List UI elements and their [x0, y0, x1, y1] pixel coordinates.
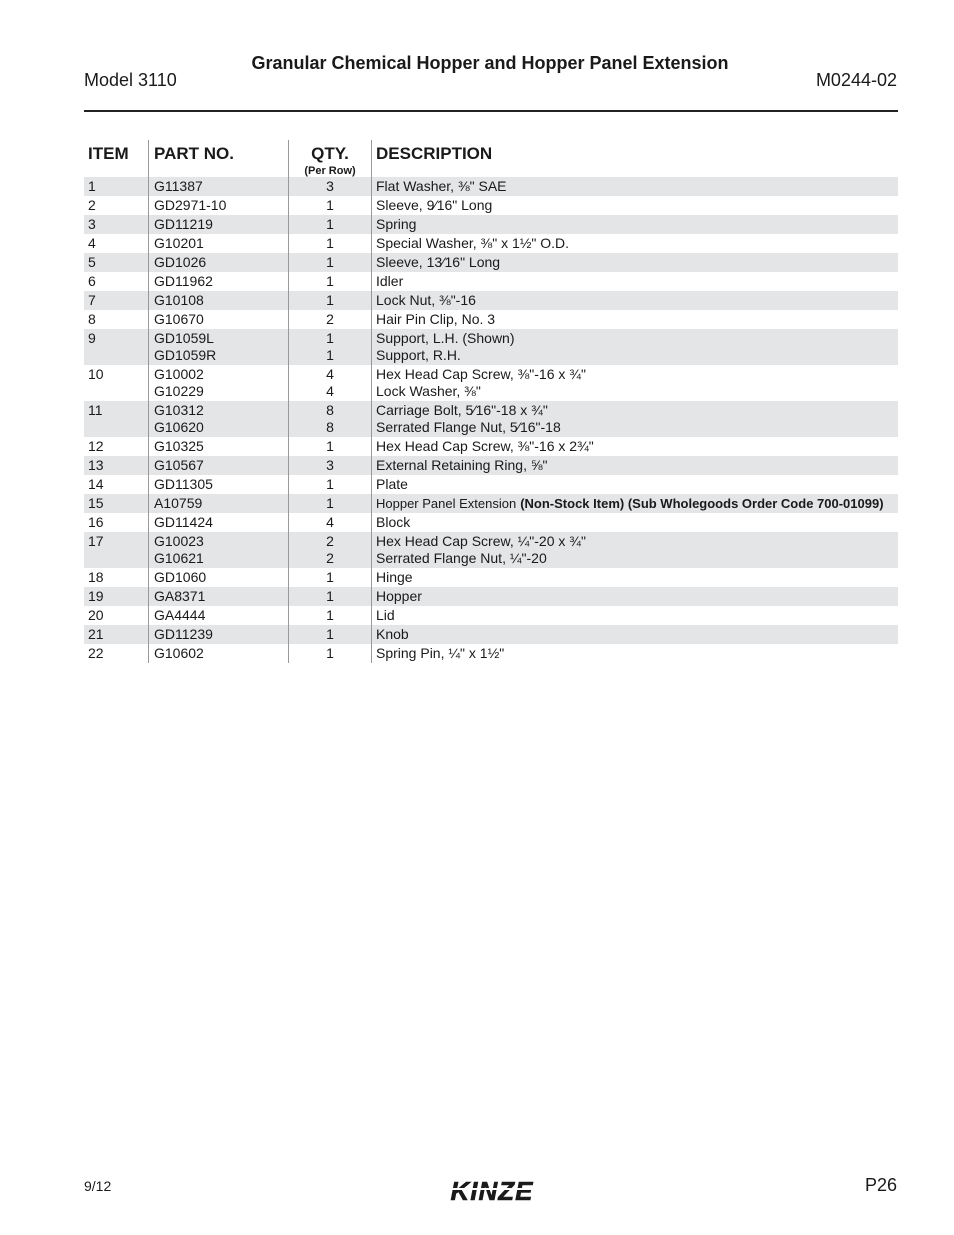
quantity: 1 [326, 588, 334, 604]
description: Idler [376, 273, 404, 289]
cell-item: 10 [88, 366, 104, 382]
part-number: G10670 [154, 311, 204, 327]
description: Block [376, 514, 411, 530]
description: Hair Pin Clip, No. 3 [376, 311, 496, 327]
cell-description [372, 215, 899, 234]
table-row [84, 494, 898, 513]
part-number: G10108 [154, 292, 204, 308]
description: Sleeve, 13⁄16" Long [376, 254, 501, 270]
cell-part-no [149, 272, 289, 291]
table-row [84, 215, 898, 234]
part-number: GD11424 [154, 514, 213, 530]
cell-item: 12 [88, 438, 104, 454]
cell-description [372, 644, 899, 663]
quantity: 3 [326, 178, 334, 194]
kinze-logo-text: KINZE [450, 1176, 534, 1204]
table-row [84, 513, 898, 532]
description: Hinge [376, 569, 413, 585]
part-number: GD2971-10 [154, 197, 227, 213]
description: Special Washer, ⅜" x 1½" O.D. [376, 235, 570, 251]
cell-qty [289, 532, 372, 568]
cell-description [372, 196, 899, 215]
cell-description [372, 177, 899, 196]
document-number: M0244-02 [815, 70, 897, 90]
table-row [84, 568, 898, 587]
quantity: 8 [326, 402, 334, 418]
part-number: G10023 [154, 533, 204, 549]
part-number: GD11239 [154, 626, 213, 642]
cell-qty [289, 196, 372, 215]
description: Support, L.H. (Shown) [376, 330, 515, 346]
kinze-logo [432, 1176, 552, 1204]
description: Lock Washer, ⅜" [376, 383, 481, 399]
cell-description [372, 291, 899, 310]
description-note: (Non-Stock Item) (Sub Wholegoods Order Code 700-01099) [520, 496, 884, 511]
part-number: G10602 [154, 645, 204, 661]
col-header-qty-sub: (Per Row) [304, 165, 356, 177]
part-number: GD11962 [154, 273, 213, 289]
description: Serrated Flange Nut, 5⁄16"-18 [376, 419, 561, 435]
cell-qty [289, 606, 372, 625]
table-row [84, 625, 898, 644]
quantity: 1 [326, 495, 334, 511]
cell-item: 7 [84, 291, 149, 310]
cell-qty [289, 234, 372, 253]
cell-item: 9 [84, 329, 149, 365]
part-number: GA8371 [154, 588, 206, 604]
cell-part-no [149, 437, 289, 456]
cell-item: 18 [88, 569, 104, 585]
table-row [84, 437, 898, 456]
description: Spring Pin, ¼" x 1½" [376, 645, 505, 661]
col-header-qty [289, 140, 372, 177]
description: Hopper [376, 588, 422, 604]
description: Support, R.H. [376, 347, 461, 363]
cell-description [372, 234, 899, 253]
cell-qty [289, 587, 372, 606]
description: Serrated Flange Nut, ¼"-20 [376, 550, 547, 566]
cell-item: 19 [84, 587, 149, 606]
cell-description [372, 401, 899, 437]
cell-description [372, 513, 899, 532]
parts-table-body [84, 177, 898, 663]
cell-description [372, 329, 899, 365]
cell-qty [289, 365, 372, 401]
cell-part-no [149, 587, 289, 606]
cell-item: 1 [84, 177, 149, 196]
quantity: 1 [326, 347, 334, 363]
col-header-item: ITEM [88, 144, 129, 163]
cell-description [372, 253, 899, 272]
cell-part-no [149, 625, 289, 644]
quantity: 1 [326, 626, 334, 642]
cell-item: 14 [88, 476, 104, 492]
revision-date: 9/12 [84, 1178, 112, 1194]
quantity: 1 [326, 645, 334, 661]
cell-description [372, 456, 899, 475]
cell-description [372, 606, 899, 625]
table-header-row [84, 140, 898, 177]
table-row [84, 291, 898, 310]
cell-part-no [149, 253, 289, 272]
description: Carriage Bolt, 5⁄16"-18 x ¾" [376, 402, 548, 418]
cell-part-no [149, 606, 289, 625]
part-number: G10325 [154, 438, 204, 454]
model-label: Model 3110 [84, 70, 177, 90]
description: Sleeve, 9⁄16" Long [376, 197, 493, 213]
cell-qty [289, 513, 372, 532]
quantity: 1 [326, 330, 334, 346]
table-row [84, 310, 898, 329]
cell-part-no [149, 234, 289, 253]
quantity: 1 [326, 476, 334, 492]
cell-item: 13 [84, 456, 149, 475]
quantity: 1 [326, 235, 334, 251]
cell-description [372, 587, 899, 606]
cell-part-no [149, 329, 289, 365]
table-row [84, 177, 898, 196]
cell-qty [289, 215, 372, 234]
table-row [84, 475, 898, 494]
table-row [84, 456, 898, 475]
page-title: Granular Chemical Hopper and Hopper Panel Extension [251, 53, 729, 73]
description: Knob [376, 626, 409, 642]
cell-item: 6 [88, 273, 96, 289]
quantity: 4 [326, 366, 334, 382]
cell-part-no [149, 568, 289, 587]
cell-part-no [149, 215, 289, 234]
part-number: G10567 [154, 457, 204, 473]
description: Plate [376, 476, 408, 492]
part-number: GD1059R [154, 347, 217, 363]
cell-part-no [149, 475, 289, 494]
cell-item: 5 [84, 253, 149, 272]
description: Lock Nut, ⅜"-16 [376, 292, 476, 308]
cell-qty [289, 401, 372, 437]
cell-part-no [149, 456, 289, 475]
part-number: G10201 [154, 235, 204, 251]
part-number: G10621 [154, 550, 204, 566]
quantity: 1 [326, 607, 334, 623]
part-number: A10759 [154, 495, 203, 511]
cell-item: 11 [84, 401, 149, 437]
cell-qty [289, 644, 372, 663]
cell-qty [289, 291, 372, 310]
cell-part-no [149, 513, 289, 532]
description: Spring [376, 216, 417, 232]
cell-description [372, 568, 899, 587]
cell-qty [289, 494, 372, 513]
part-number: G10002 [154, 366, 204, 382]
cell-item: 15 [84, 494, 149, 513]
table-row [84, 532, 898, 568]
cell-item: 8 [88, 311, 96, 327]
cell-item: 16 [88, 514, 104, 530]
quantity: 1 [326, 254, 334, 270]
quantity: 1 [326, 438, 334, 454]
description: Hex Head Cap Screw, ⅜"-16 x 2¾" [376, 438, 594, 454]
cell-part-no [149, 644, 289, 663]
table-row [84, 253, 898, 272]
part-number: G10229 [154, 383, 204, 399]
quantity: 2 [326, 550, 334, 566]
cell-qty [289, 177, 372, 196]
table-row [84, 196, 898, 215]
part-number: G10620 [154, 419, 204, 435]
table-row [84, 234, 898, 253]
cell-part-no [149, 310, 289, 329]
part-number: GD1026 [154, 254, 207, 270]
quantity: 1 [326, 569, 334, 585]
cell-item: 22 [88, 645, 104, 661]
quantity: 2 [326, 311, 334, 327]
part-number: G10312 [154, 402, 204, 418]
cell-item: 17 [84, 532, 149, 568]
cell-description [372, 272, 899, 291]
part-number: GD1060 [154, 569, 207, 585]
cell-qty [289, 625, 372, 644]
quantity: 1 [326, 273, 334, 289]
page-number: P26 [864, 1175, 897, 1195]
cell-description [372, 494, 899, 513]
quantity: 1 [326, 216, 334, 232]
quantity: 1 [326, 197, 334, 213]
cell-description [372, 532, 899, 568]
part-number: GA4444 [154, 607, 206, 623]
col-header-description: DESCRIPTION [372, 140, 899, 177]
part-number: GD1059L [154, 330, 214, 346]
cell-item: 3 [84, 215, 149, 234]
description: Flat Washer, ⅜" SAE [376, 178, 507, 194]
cell-qty [289, 272, 372, 291]
parts-table [84, 140, 898, 663]
cell-part-no [149, 401, 289, 437]
cell-qty [289, 437, 372, 456]
quantity: 3 [326, 457, 334, 473]
cell-item: 4 [88, 235, 96, 251]
description: Hex Head Cap Screw, ¼"-20 x ¾" [376, 533, 586, 549]
description: Lid [376, 607, 395, 623]
cell-description [372, 310, 899, 329]
cell-item: 2 [88, 197, 96, 213]
cell-description [372, 437, 899, 456]
quantity: 4 [326, 514, 334, 530]
quantity: 2 [326, 533, 334, 549]
quantity: 4 [326, 383, 334, 399]
header-divider [84, 110, 898, 112]
cell-part-no [149, 532, 289, 568]
cell-qty [289, 475, 372, 494]
cell-part-no [149, 196, 289, 215]
col-header-qty-label: QTY. [311, 144, 349, 163]
table-row [84, 365, 898, 401]
cell-qty [289, 568, 372, 587]
cell-qty [289, 310, 372, 329]
description: Hex Head Cap Screw, ⅜"-16 x ¾" [376, 366, 586, 382]
part-number: G11387 [154, 178, 203, 194]
cell-description [372, 475, 899, 494]
quantity: 8 [326, 419, 334, 435]
cell-item: 21 [84, 625, 149, 644]
cell-part-no [149, 291, 289, 310]
part-number: GD11305 [154, 476, 213, 492]
quantity: 1 [326, 292, 334, 308]
cell-part-no [149, 494, 289, 513]
table-row [84, 644, 898, 663]
cell-description [372, 625, 899, 644]
description: External Retaining Ring, ⅝" [376, 457, 548, 473]
description: Hopper Panel Extension [376, 496, 517, 511]
table-row [84, 606, 898, 625]
cell-qty [289, 253, 372, 272]
table-row [84, 587, 898, 606]
cell-part-no [149, 177, 289, 196]
part-number: GD11219 [154, 216, 213, 232]
table-row [84, 272, 898, 291]
cell-item: 20 [88, 607, 104, 623]
cell-part-no [149, 365, 289, 401]
cell-qty [289, 329, 372, 365]
col-header-part-no: PART NO. [149, 140, 289, 177]
table-row [84, 401, 898, 437]
cell-description [372, 365, 899, 401]
table-row [84, 329, 898, 365]
cell-qty [289, 456, 372, 475]
